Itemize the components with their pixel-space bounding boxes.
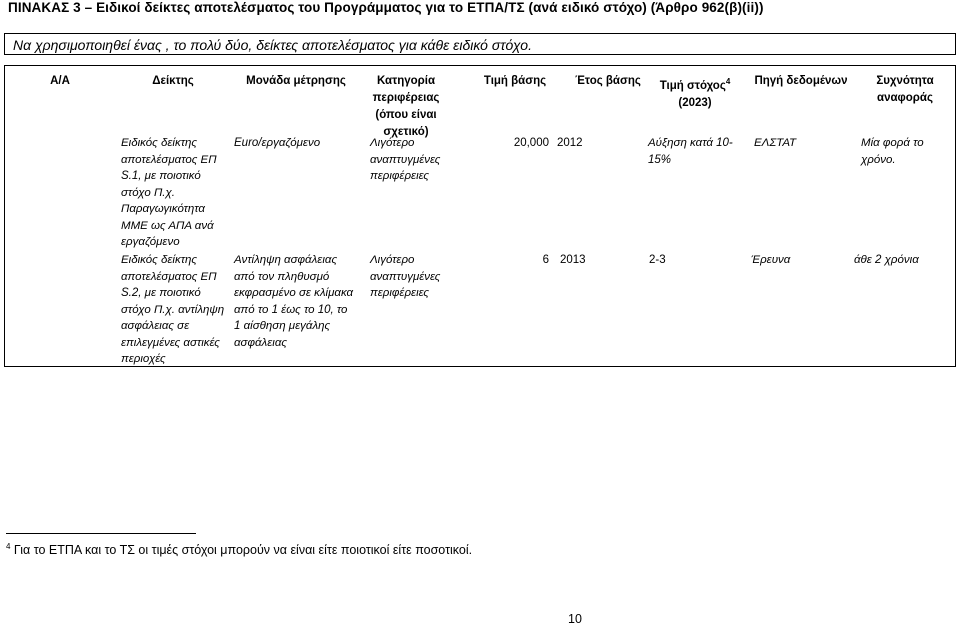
- footnote-marker: 4: [725, 77, 731, 86]
- instruction-note: Να χρησιμοποιηθεί ένας , το πολύ δύο, δείκτες αποτελέσματος για κάθε ειδικό στόχο.: [4, 33, 956, 55]
- header-indicator: Δείκτης: [152, 75, 194, 87]
- row2-target: 2-3: [649, 254, 666, 266]
- header-target-value: [645, 73, 745, 112]
- header-category: Κατηγορία περιφέρειας (όπου είναι σχετικό): [372, 75, 440, 138]
- header-base-year: Έτος βάσης: [575, 75, 641, 87]
- row1-frequency: Μία φορά το χρόνο.: [861, 137, 924, 166]
- footnote: [6, 542, 472, 557]
- row2-unit: Αντίληψη ασφάλειας από τον πληθυσμό εκφρασμένο σε κλίμακα από το 1 έως το 10, το 1 αίσθηση μεγάλης ασφάλειας: [234, 254, 354, 349]
- footnote-text: Για το ΕΤΠΑ και το ΤΣ οι τιμές στόχοι μπορούν να είναι είτε ποιοτικοί είτε ποσοτικοί.: [10, 543, 473, 558]
- row2-frequency: άθε 2 χρόνια: [854, 254, 919, 266]
- header-target-year: (2023): [678, 96, 712, 109]
- header-target-label: Τιμή στόχος: [659, 79, 726, 92]
- page-number: 10: [568, 612, 582, 626]
- row1-indicator: Ειδικός δείκτης αποτελέσματος ΕΠ S.1, με ποιοτικό στόχο Π.χ. Παραγωγικότητα ΜΜΕ ως ΑΠΑ ανά εργαζόμενο: [121, 137, 217, 248]
- row2-category: Λιγότερο αναπτυγμένες περιφέρειες: [370, 254, 441, 299]
- row2-source: Έρευνα: [751, 254, 791, 266]
- row1-base-value: 20,000: [513, 137, 549, 149]
- row1-source: ΕΛΣΤΑΤ: [754, 137, 796, 149]
- header-source: Πηγή δεδομένων: [754, 75, 848, 87]
- row2-base-year: 2013: [560, 254, 586, 266]
- footnote-separator: [6, 533, 196, 534]
- row2-base-value: 6: [542, 254, 549, 266]
- header-base-value: Τιμή βάσης: [483, 75, 547, 87]
- header-unit: Μονάδα μέτρησης: [246, 75, 346, 87]
- header-frequency: Συχνότητα αναφοράς: [876, 75, 934, 104]
- result-indicators-table: [4, 65, 956, 367]
- row1-base-year: 2012: [557, 137, 583, 149]
- header-aa: Α/Α: [50, 75, 70, 87]
- row2-indicator: Ειδικός δείκτης αποτελέσματος ΕΠ S.2, με ποιοτικό στόχο Π.χ. αντίληψη ασφάλειας σε επιλεγμένες αστικές περιοχές: [121, 254, 225, 365]
- row1-target: Αύξηση κατά 10-15%: [648, 137, 733, 166]
- page-title: ΠΙΝΑΚΑΣ 3 – Ειδικοί δείκτες αποτελέσματος του Προγράμματος για το ΕΤΠΑ/ΤΣ (ανά ειδικό στόχο) (Άρθρο 962(β)(ii)): [8, 0, 764, 15]
- row1-unit: Euro/εργαζόμενο: [234, 137, 321, 149]
- row1-category: Λιγότερο αναπτυγμένες περιφέρειες: [370, 137, 441, 182]
- footnote-number: 4: [6, 542, 11, 551]
